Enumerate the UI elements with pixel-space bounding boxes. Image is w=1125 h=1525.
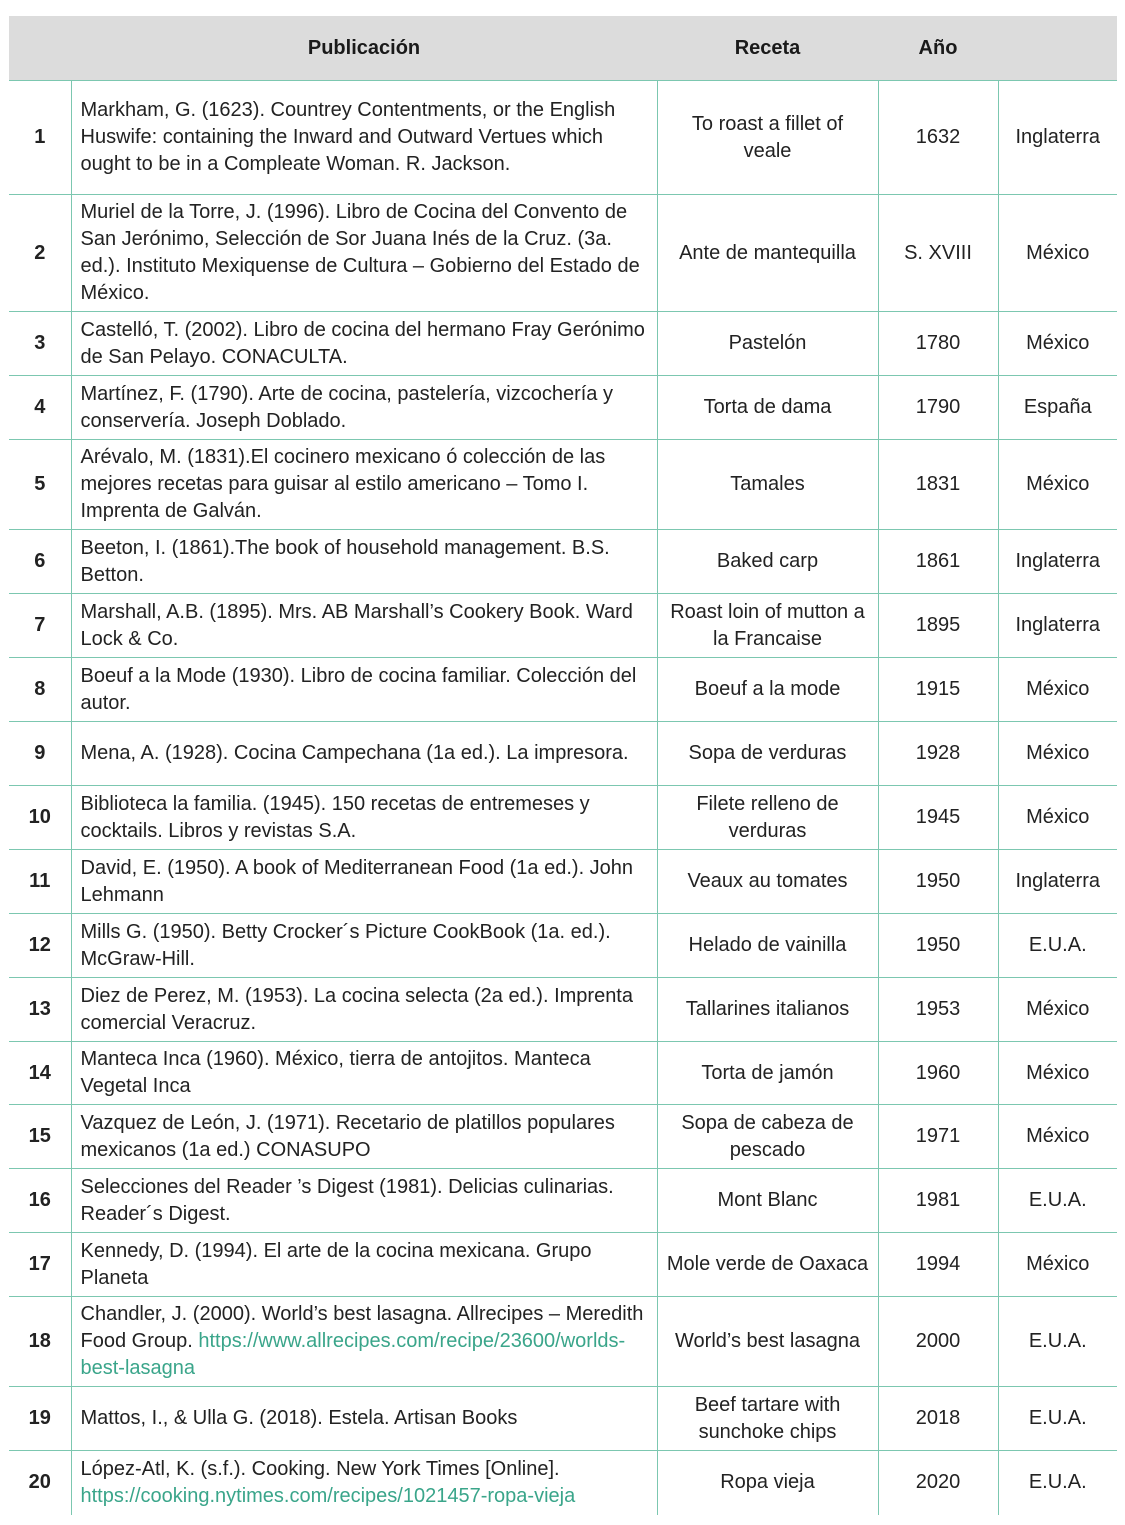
publication-text: López-Atl, K. (s.f.). Cooking. New York Times [Online]. <box>80 1457 560 1480</box>
recipe-cell: Boeuf a la mode <box>657 658 878 722</box>
row-number: 12 <box>9 914 71 978</box>
publication-cell <box>71 1387 657 1451</box>
table-row <box>9 1297 1117 1387</box>
table-row <box>9 376 1117 440</box>
recipe-cell: Mole verde de Oaxaca <box>657 1233 878 1297</box>
publication-text: Selecciones del Reader ’s Digest (1981). Delicias culinarias. Reader´s Digest. <box>80 1175 614 1225</box>
table-row <box>9 312 1117 376</box>
table-row <box>9 914 1117 978</box>
place-cell: México <box>998 722 1117 786</box>
table-row <box>9 722 1117 786</box>
recipe-cell: Roast loin of mutton a la Francaise <box>657 594 878 658</box>
publication-cell <box>71 1105 657 1169</box>
place-cell: México <box>998 786 1117 850</box>
recipe-cell: Ante de mantequilla <box>657 195 878 312</box>
publication-cell <box>71 1233 657 1297</box>
recipe-cell: Sopa de verduras <box>657 722 878 786</box>
publication-text: David, E. (1950). A book of Mediterranean Food (1a ed.). John Lehmann <box>80 856 634 906</box>
year-cell: 1953 <box>878 978 998 1042</box>
publication-text: Kennedy, D. (1994). El arte de la cocina mexicana. Grupo Planeta <box>80 1239 592 1289</box>
table-row <box>9 850 1117 914</box>
publication-text: Biblioteca la familia. (1945). 150 recetas de entremeses y cocktails. Libros y revistas S.A. <box>80 792 590 842</box>
place-cell: Inglaterra <box>998 850 1117 914</box>
year-cell: 1994 <box>878 1233 998 1297</box>
year-cell: 1790 <box>878 376 998 440</box>
year-cell: 1915 <box>878 658 998 722</box>
recipe-cell: Filete relleno de verduras <box>657 786 878 850</box>
year-cell: 1945 <box>878 786 998 850</box>
publication-cell <box>71 1042 657 1105</box>
row-number: 1 <box>9 81 71 195</box>
recipe-cell: World’s best lasagna <box>657 1297 878 1387</box>
table-row <box>9 1233 1117 1297</box>
year-cell: 1950 <box>878 914 998 978</box>
publication-cell <box>71 530 657 594</box>
table-row <box>9 81 1117 195</box>
recipe-cell: Tamales <box>657 440 878 530</box>
year-cell: 1928 <box>878 722 998 786</box>
recipe-cell: Sopa de cabeza de pescado <box>657 1105 878 1169</box>
publication-cell <box>71 81 657 195</box>
publication-link[interactable]: https://www.allrecipes.com/recipe/23600/worlds-best-lasagna <box>80 1330 626 1379</box>
publication-cell <box>71 1169 657 1233</box>
year-cell: 1950 <box>878 850 998 914</box>
year-cell: 1831 <box>878 440 998 530</box>
header-row <box>9 16 1117 81</box>
publication-text: Manteca Inca (1960). México, tierra de antojitos. Manteca Vegetal Inca <box>80 1048 591 1097</box>
table-row <box>9 978 1117 1042</box>
place-cell: Inglaterra <box>998 81 1117 195</box>
year-cell: 1632 <box>878 81 998 195</box>
recipe-cell: Tallarines italianos <box>657 978 878 1042</box>
header-place <box>998 16 1117 81</box>
recipe-cell: Beef tartare with sunchoke chips <box>657 1387 878 1451</box>
row-number: 17 <box>9 1233 71 1297</box>
place-cell: México <box>998 1042 1117 1105</box>
place-cell: E.U.A. <box>998 914 1117 978</box>
publication-cell <box>71 440 657 530</box>
year-cell: S. XVIII <box>878 195 998 312</box>
publication-text: Martínez, F. (1790). Arte de cocina, pastelería, vizcochería y conservería. Joseph Doblado. <box>80 382 613 432</box>
header-num <box>9 16 71 81</box>
place-cell: México <box>998 658 1117 722</box>
publication-cell <box>71 376 657 440</box>
publication-text: Beeton, I. (1861).The book of household management. B.S. Betton. <box>80 536 610 586</box>
publication-cell <box>71 914 657 978</box>
place-cell: México <box>998 1105 1117 1169</box>
year-cell: 1971 <box>878 1105 998 1169</box>
year-cell: 1861 <box>878 530 998 594</box>
table-row <box>9 530 1117 594</box>
table-row <box>9 786 1117 850</box>
place-cell: México <box>998 195 1117 312</box>
publication-text: Boeuf a la Mode (1930). Libro de cocina familiar. Colección del autor. <box>80 664 637 714</box>
table-row <box>9 195 1117 312</box>
row-number: 8 <box>9 658 71 722</box>
row-number: 6 <box>9 530 71 594</box>
publication-cell <box>71 312 657 376</box>
publication-cell <box>71 1451 657 1515</box>
publication-cell <box>71 658 657 722</box>
table-row <box>9 1451 1117 1515</box>
year-cell: 2018 <box>878 1387 998 1451</box>
year-cell: 1780 <box>878 312 998 376</box>
publication-text: Marshall, A.B. (1895). Mrs. AB Marshall’s Cookery Book. Ward Lock & Co. <box>80 600 633 650</box>
recipes-table <box>9 16 1117 1515</box>
header-recipe: Receta <box>657 16 878 81</box>
table-row <box>9 1169 1117 1233</box>
row-number: 11 <box>9 850 71 914</box>
year-cell: 1895 <box>878 594 998 658</box>
row-number: 13 <box>9 978 71 1042</box>
recipe-cell: Mont Blanc <box>657 1169 878 1233</box>
publication-text: Mattos, I., & Ulla G. (2018). Estela. Artisan Books <box>80 1407 518 1429</box>
recipe-cell: Ropa vieja <box>657 1451 878 1515</box>
publication-text: Vazquez de León, J. (1971). Recetario de platillos populares mexicanos (1a ed.) CONASUPO <box>80 1111 615 1161</box>
publication-cell <box>71 786 657 850</box>
place-cell: México <box>998 1233 1117 1297</box>
place-cell: México <box>998 312 1117 376</box>
row-number: 10 <box>9 786 71 850</box>
recipe-cell: Torta de dama <box>657 376 878 440</box>
row-number: 18 <box>9 1297 71 1387</box>
year-cell: 2000 <box>878 1297 998 1387</box>
place-cell: España <box>998 376 1117 440</box>
year-cell: 1981 <box>878 1169 998 1233</box>
table-row <box>9 1387 1117 1451</box>
row-number: 3 <box>9 312 71 376</box>
recipe-cell: Baked carp <box>657 530 878 594</box>
recipes-table-container <box>9 16 1117 1515</box>
recipe-cell: Veaux au tomates <box>657 850 878 914</box>
publication-text: Mills G. (1950). Betty Crocker´s Picture CookBook (1a. ed.). McGraw-Hill. <box>80 920 611 970</box>
publication-text: Mena, A. (1928). Cocina Campechana (1a ed.). La impresora. <box>80 742 629 764</box>
row-number: 7 <box>9 594 71 658</box>
publication-cell <box>71 978 657 1042</box>
row-number: 5 <box>9 440 71 530</box>
row-number: 2 <box>9 195 71 312</box>
table-body <box>9 81 1117 1515</box>
publication-text: Arévalo, M. (1831).El cocinero mexicano ó colección de las mejores recetas para guisar al estilo americano – Tomo I. Imprenta de Galván. <box>80 446 606 522</box>
place-cell: México <box>998 978 1117 1042</box>
year-cell: 1960 <box>878 1042 998 1105</box>
recipe-cell: Torta de jamón <box>657 1042 878 1105</box>
header-publication: Publicación <box>71 16 657 81</box>
table-row <box>9 440 1117 530</box>
recipe-cell: Pastelón <box>657 312 878 376</box>
row-number: 4 <box>9 376 71 440</box>
place-cell: E.U.A. <box>998 1387 1117 1451</box>
place-cell: Inglaterra <box>998 530 1117 594</box>
place-cell: E.U.A. <box>998 1297 1117 1387</box>
row-number: 15 <box>9 1105 71 1169</box>
publication-text: Diez de Perez, M. (1953). La cocina selecta (2a ed.). Imprenta comercial Veracruz. <box>80 984 633 1034</box>
publication-cell <box>71 195 657 312</box>
publication-text: Muriel de la Torre, J. (1996). Libro de Cocina del Convento de San Jerónimo, Selección de Sor Juana Inés de la Cruz. (3a. ed.). Instituto Mexiquense de Cultura – Gobierno del Estado de México. <box>80 201 640 304</box>
place-cell: E.U.A. <box>998 1169 1117 1233</box>
table-header <box>9 16 1117 81</box>
place-cell: México <box>998 440 1117 530</box>
publication-cell <box>71 1297 657 1387</box>
year-cell: 2020 <box>878 1451 998 1515</box>
table-row <box>9 658 1117 722</box>
row-number: 9 <box>9 722 71 786</box>
row-number: 14 <box>9 1042 71 1105</box>
publication-text: Castelló, T. (2002). Libro de cocina del hermano Fray Gerónimo de San Pelayo. CONACULTA. <box>80 318 645 368</box>
publication-cell <box>71 594 657 658</box>
recipe-cell: To roast a fillet of veale <box>657 81 878 195</box>
row-number: 20 <box>9 1451 71 1515</box>
table-row <box>9 1042 1117 1105</box>
row-number: 19 <box>9 1387 71 1451</box>
recipe-cell: Helado de vainilla <box>657 914 878 978</box>
publication-text: Chandler, J. (2000). World’s best lasagna. Allrecipes – Meredith Food Group. <box>80 1303 644 1352</box>
publication-cell <box>71 722 657 786</box>
row-number: 16 <box>9 1169 71 1233</box>
publication-text: Markham, G. (1623). Countrey Contentments, or the English Huswife: containing the Inward and Outward Vertues which ought to be in a Compleate Woman. R. Jackson. <box>80 99 616 175</box>
publication-link[interactable]: https://cooking.nytimes.com/recipes/1021457-ropa-vieja <box>80 1484 576 1507</box>
table-row <box>9 594 1117 658</box>
table-row <box>9 1105 1117 1169</box>
publication-cell <box>71 850 657 914</box>
place-cell: Inglaterra <box>998 594 1117 658</box>
header-year: Año <box>878 16 998 81</box>
place-cell: E.U.A. <box>998 1451 1117 1515</box>
